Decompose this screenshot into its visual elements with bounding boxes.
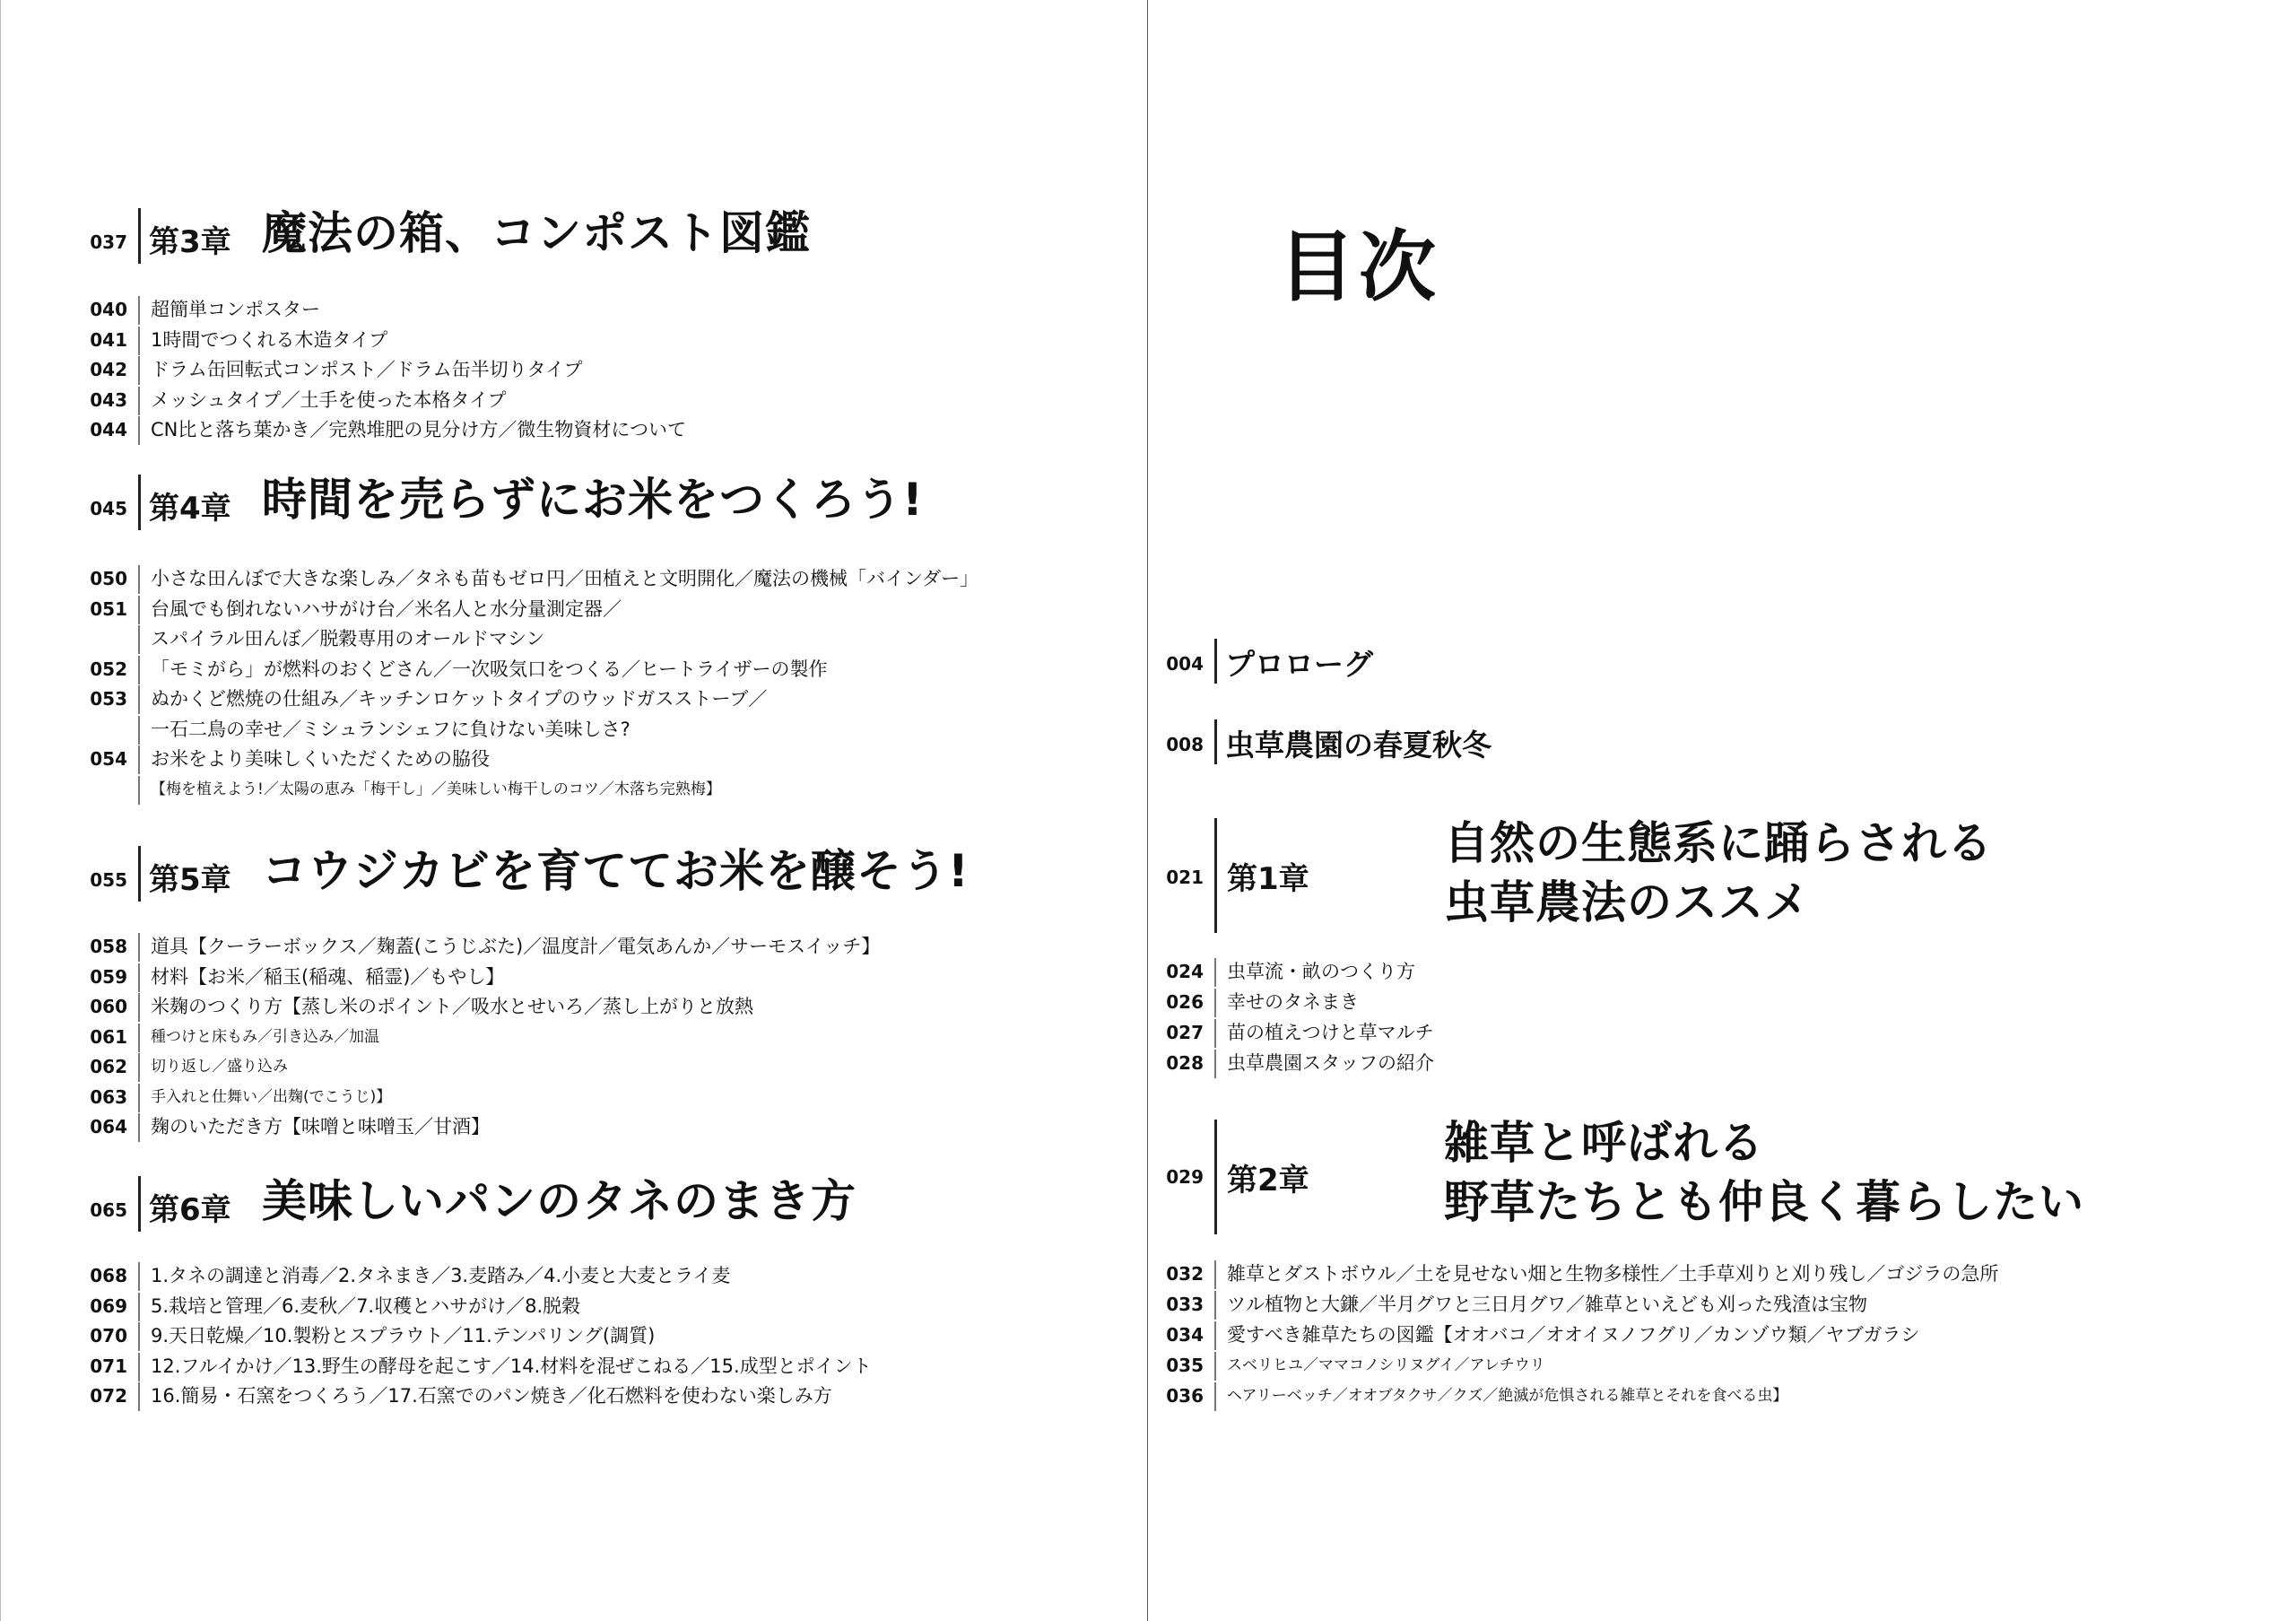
toc-entry <box>1148 1019 2278 1046</box>
toc-entry <box>72 933 1202 960</box>
toc-entry-text: スパイラル田んぼ／脱穀専用のオールドマシン <box>151 628 545 649</box>
toc-entry <box>72 1113 1202 1140</box>
toc-entry-page-number: 026 <box>1166 991 1204 1013</box>
toc-entry-page-number: 024 <box>1166 961 1204 982</box>
toc-entry-rule <box>138 625 140 654</box>
toc-entry-text: スベリヒユ／ママコノシリヌグイ／アレチウリ <box>1227 1356 1545 1374</box>
seasons-rule <box>1214 719 1217 764</box>
toc-entry-text: 超簡単コンポスター <box>151 299 320 320</box>
toc-entry-page-number: 044 <box>90 419 127 440</box>
toc-entry-text: 雑草とダストボウル／土を見せない畑と生物多様性／土手草刈りと刈り残し／ゴジラの急所 <box>1227 1263 1999 1285</box>
toc-entry-rule <box>138 933 140 962</box>
toc-entry <box>72 387 1202 414</box>
toc-entry-text: 虫草農園スタッフの紹介 <box>1227 1052 1434 1074</box>
toc-entry-page-number: 033 <box>1166 1294 1204 1315</box>
toc-entry-text: 9.天日乾燥／10.製粉とスプラウト／11.テンパリング(調質) <box>151 1325 656 1346</box>
toc-entry-page-number: 032 <box>1166 1263 1204 1285</box>
toc-entry-text: 12.フルイかけ／13.野生の酵母を起こす／14.材料を混ぜこねる／15.成型とポイント <box>151 1355 872 1377</box>
toc-entry <box>72 1293 1202 1320</box>
toc-entry-rule <box>1214 1321 1216 1350</box>
toc-entry-rule <box>138 656 140 684</box>
chapter-page-number: 065 <box>90 1199 127 1221</box>
toc-entry <box>1148 1050 2278 1076</box>
toc-entry-page-number: 061 <box>90 1025 127 1048</box>
toc-entry <box>72 416 1202 443</box>
toc-entry <box>72 1353 1202 1380</box>
chapter-rule <box>138 208 141 264</box>
chapter2-title-line1: 雑草と呼ばれる <box>1444 1117 1764 1169</box>
toc-entry <box>1148 1352 2278 1379</box>
right-page <box>1148 0 2296 1621</box>
toc-entry-text: 苗の植えつけと草マルチ <box>1227 1022 1434 1043</box>
seasons-page-number: 008 <box>1166 734 1204 755</box>
toc-entry <box>72 596 1202 623</box>
toc-entry-rule <box>138 1113 140 1142</box>
toc-entry-page-number: 042 <box>90 359 127 380</box>
toc-entry-text: 5.栽培と管理／6.麦秋／7.収穫とハサがけ／8.脱穀 <box>151 1294 581 1317</box>
toc-entry-page-number: 062 <box>90 1056 127 1077</box>
toc-entry <box>72 296 1202 323</box>
toc-entry-rule <box>138 1084 140 1112</box>
toc-entry-text: 麹のいただき方【味噌と味噌玉／甘酒】 <box>151 1116 490 1137</box>
toc-entry-text: 虫草流・畝のつくり方 <box>1227 961 1415 982</box>
toc-entry <box>72 993 1202 1020</box>
toc-entry <box>72 1084 1202 1111</box>
toc-entry-text: ぬかくど燃焼の仕組み／キッチンロケットタイプのウッドガスストーブ／ <box>151 688 768 710</box>
toc-entry-page-number: 052 <box>90 658 127 680</box>
toc-entry-page-number: 043 <box>90 388 127 411</box>
prologue-title: プロローグ <box>1225 647 1373 682</box>
toc-entry-rule <box>1214 1019 1216 1048</box>
toc-entry <box>1148 1321 2278 1348</box>
toc-entry-page-number: 051 <box>90 597 127 620</box>
toc-entry-rule <box>138 1293 140 1321</box>
toc-entry-rule <box>138 776 140 805</box>
toc-entry-page-number: 071 <box>90 1355 127 1377</box>
chapter1-title-line1: 自然の生態系に踊らされる <box>1444 817 1993 869</box>
chapter1-title-line2: 虫草農法のススメ <box>1444 876 1810 928</box>
toc-entry-rule <box>138 1353 140 1381</box>
toc-entry-page-number: 040 <box>90 299 127 320</box>
toc-entry <box>1148 1260 2278 1287</box>
toc-entry-text: 米麹のつくり方【蒸し米のポイント／吸水とせいろ／蒸し上がりと放熱 <box>151 996 753 1017</box>
toc-entry-rule <box>138 387 140 415</box>
toc-entry-text: 1時間でつくれる木造タイプ <box>151 328 388 351</box>
toc-entry <box>72 1262 1202 1289</box>
toc-entry-text: ドラム缶回転式コンポスト／ドラム缶半切りタイプ <box>151 359 583 380</box>
toc-entry-rule <box>138 993 140 1022</box>
chapter-page-number: 045 <box>90 498 127 519</box>
toc-entry-text: 16.簡易・石窯をつくろう／17.石窯でのパン焼き／化石燃料を使わない楽しみ方 <box>151 1385 832 1407</box>
toc-entry-rule <box>1214 1352 1216 1381</box>
toc-entry-text: 小さな田んぼで大きな楽しみ／タネも苗もゼロ円／田植えと文明開化／魔法の機械「バインダー」 <box>151 568 979 589</box>
toc-entry-rule <box>138 1382 140 1411</box>
chapter2-label: 第2章 <box>1227 1163 1309 1198</box>
toc-entry-rule <box>1214 958 1216 987</box>
toc-entry <box>72 1053 1202 1080</box>
chapter-page-number: 037 <box>90 231 127 253</box>
toc-entry <box>72 776 1202 803</box>
toc-entry-text: メッシュタイプ／土手を使った本格タイプ <box>151 388 507 411</box>
toc-entry-rule <box>138 963 140 992</box>
toc-entry-page-number: 070 <box>90 1325 127 1346</box>
toc-entry-text: ツル植物と大鎌／半月グワと三日月グワ／雑草といえども刈った残渣は宝物 <box>1227 1294 1867 1315</box>
toc-heading: 目次 <box>1278 222 1439 312</box>
toc-entry-rule <box>138 685 140 714</box>
toc-entry-text: 手入れと仕舞い／出麹(でこうじ)】 <box>151 1087 392 1106</box>
toc-entry-rule <box>138 1053 140 1082</box>
seasons-title: 虫草農園の春夏秋冬 <box>1225 728 1492 763</box>
toc-entry-text: 台風でも倒れないハサがけ台／米名人と水分量測定器／ <box>151 597 622 620</box>
toc-entry <box>72 716 1202 743</box>
toc-entry-page-number: 072 <box>90 1385 127 1407</box>
chapter-title: 時間を売らずにお米をつくろう! <box>262 474 924 526</box>
toc-entry-text: ヘアリーベッチ／オオブタクサ／クズ／絶滅が危惧される雑草とそれを食べる虫】 <box>1227 1387 1788 1405</box>
toc-entry-rule <box>138 716 140 745</box>
toc-entry <box>72 327 1202 353</box>
toc-entry <box>72 1024 1202 1050</box>
toc-entry <box>72 963 1202 990</box>
toc-entry-text: お米をより美味しくいただくための脇役 <box>151 748 490 770</box>
chapter-title: コウジカビを育ててお米を醸そう! <box>262 845 970 897</box>
chapter-rule <box>138 1176 141 1232</box>
toc-entry <box>72 1322 1202 1349</box>
toc-entry-text: 【梅を植えよう!／太陽の恵み「梅干し」／美味しい梅干しのコツ／木落ち完熟梅】 <box>151 780 721 798</box>
toc-entry-text: 「モミがら」が燃料のおくどさん／一次吸気口をつくる／ヒートライザーの製作 <box>151 658 828 680</box>
toc-entry-page-number: 060 <box>90 996 127 1017</box>
chapter-label: 第4章 <box>149 491 231 527</box>
chapter-label: 第3章 <box>149 224 231 260</box>
toc-entry <box>72 685 1202 712</box>
toc-entry <box>72 356 1202 383</box>
toc-entry-page-number: 063 <box>90 1085 127 1108</box>
toc-entry-page-number: 035 <box>1166 1355 1204 1376</box>
chapter1-label: 第1章 <box>1227 861 1309 897</box>
toc-entry-page-number: 041 <box>90 328 127 351</box>
toc-entry-text: 愛すべき雑草たちの図鑑【オオバコ／オオイヌノフグリ／カンゾウ類／ヤブガラシ <box>1227 1324 1920 1346</box>
prologue-rule <box>1214 639 1217 684</box>
toc-entry-page-number: 068 <box>90 1265 127 1286</box>
toc-entry-page-number: 054 <box>90 748 127 770</box>
toc-entry-page-number: 059 <box>90 965 127 988</box>
toc-entry-rule <box>138 596 140 624</box>
toc-entry-page-number: 069 <box>90 1294 127 1317</box>
toc-entry-page-number: 034 <box>1166 1324 1204 1346</box>
toc-entry-rule <box>1214 1260 1216 1289</box>
toc-entry-text: 種つけと床もみ／引き込み／加温 <box>151 1027 379 1046</box>
toc-entry-rule <box>138 565 140 594</box>
toc-entry-page-number: 053 <box>90 688 127 710</box>
toc-entry-text: 幸せのタネまき <box>1227 991 1359 1013</box>
chapter1-rule <box>1214 818 1217 933</box>
toc-entry-text: 切り返し／盛り込み <box>151 1058 288 1076</box>
toc-entry <box>72 656 1202 683</box>
toc-entry <box>72 625 1202 652</box>
chapter-title: 魔法の箱、コンポスト図鑑 <box>262 207 811 259</box>
chapter-label: 第6章 <box>149 1192 231 1228</box>
chapter1-page-number: 021 <box>1166 867 1204 888</box>
toc-entry-rule <box>138 745 140 774</box>
toc-entry-page-number: 027 <box>1166 1022 1204 1043</box>
chapter2-page-number: 029 <box>1166 1166 1204 1188</box>
toc-entry-rule <box>138 1024 140 1052</box>
toc-entry-rule <box>1214 989 1216 1017</box>
left-edge <box>0 0 1 1621</box>
prologue-page-number: 004 <box>1166 653 1204 675</box>
toc-entry <box>1148 1382 2278 1409</box>
toc-entry-page-number: 028 <box>1166 1052 1204 1074</box>
toc-entry-page-number: 058 <box>90 936 127 957</box>
chapter-page-number: 055 <box>90 869 127 891</box>
toc-entry-page-number: 050 <box>90 568 127 589</box>
chapter-label: 第5章 <box>149 862 231 898</box>
toc-entry-rule <box>138 356 140 385</box>
toc-entry <box>72 745 1202 772</box>
chapter2-rule <box>1214 1120 1217 1234</box>
toc-entry <box>1148 989 2278 1015</box>
chapter-rule <box>138 475 141 530</box>
toc-entry-rule <box>138 1262 140 1291</box>
toc-entry <box>72 565 1202 592</box>
toc-entry-text: 一石二鳥の幸せ／ミシュランシェフに負けない美味しさ? <box>151 718 631 740</box>
toc-entry-rule <box>1214 1050 1216 1078</box>
chapter-rule <box>138 846 141 902</box>
toc-entry-rule <box>138 1322 140 1351</box>
toc-entry <box>72 1382 1202 1409</box>
chapter2-title-line2: 野草たちとも仲良く暮らしたい <box>1444 1176 2084 1228</box>
toc-entry-page-number: 064 <box>90 1116 127 1137</box>
toc-entry-rule <box>138 296 140 325</box>
toc-entry-text: 材料【お米／稲玉(稲魂、稲霊)／もやし】 <box>151 965 505 988</box>
toc-entry-rule <box>138 416 140 445</box>
toc-entry-text: CN比と落ち葉かき／完熟堆肥の見分け方／微生物資材について <box>151 419 686 440</box>
toc-entry-rule <box>1214 1382 1216 1411</box>
toc-entry-rule <box>1214 1291 1216 1320</box>
toc-entry <box>1148 958 2278 985</box>
chapter-title: 美味しいパンのタネのまき方 <box>262 1175 857 1227</box>
toc-entry-text: 道具【クーラーボックス／麹蓋(こうじぶた)／温度計／電気あんか／サーモスイッチ】 <box>151 936 881 957</box>
toc-entry-text: 1.タネの調達と消毒／2.タネまき／3.麦踏み／4.小麦と大麦とライ麦 <box>151 1265 731 1286</box>
toc-entry-rule <box>138 327 140 355</box>
toc-entry <box>1148 1291 2278 1318</box>
toc-entry-page-number: 036 <box>1166 1385 1204 1407</box>
